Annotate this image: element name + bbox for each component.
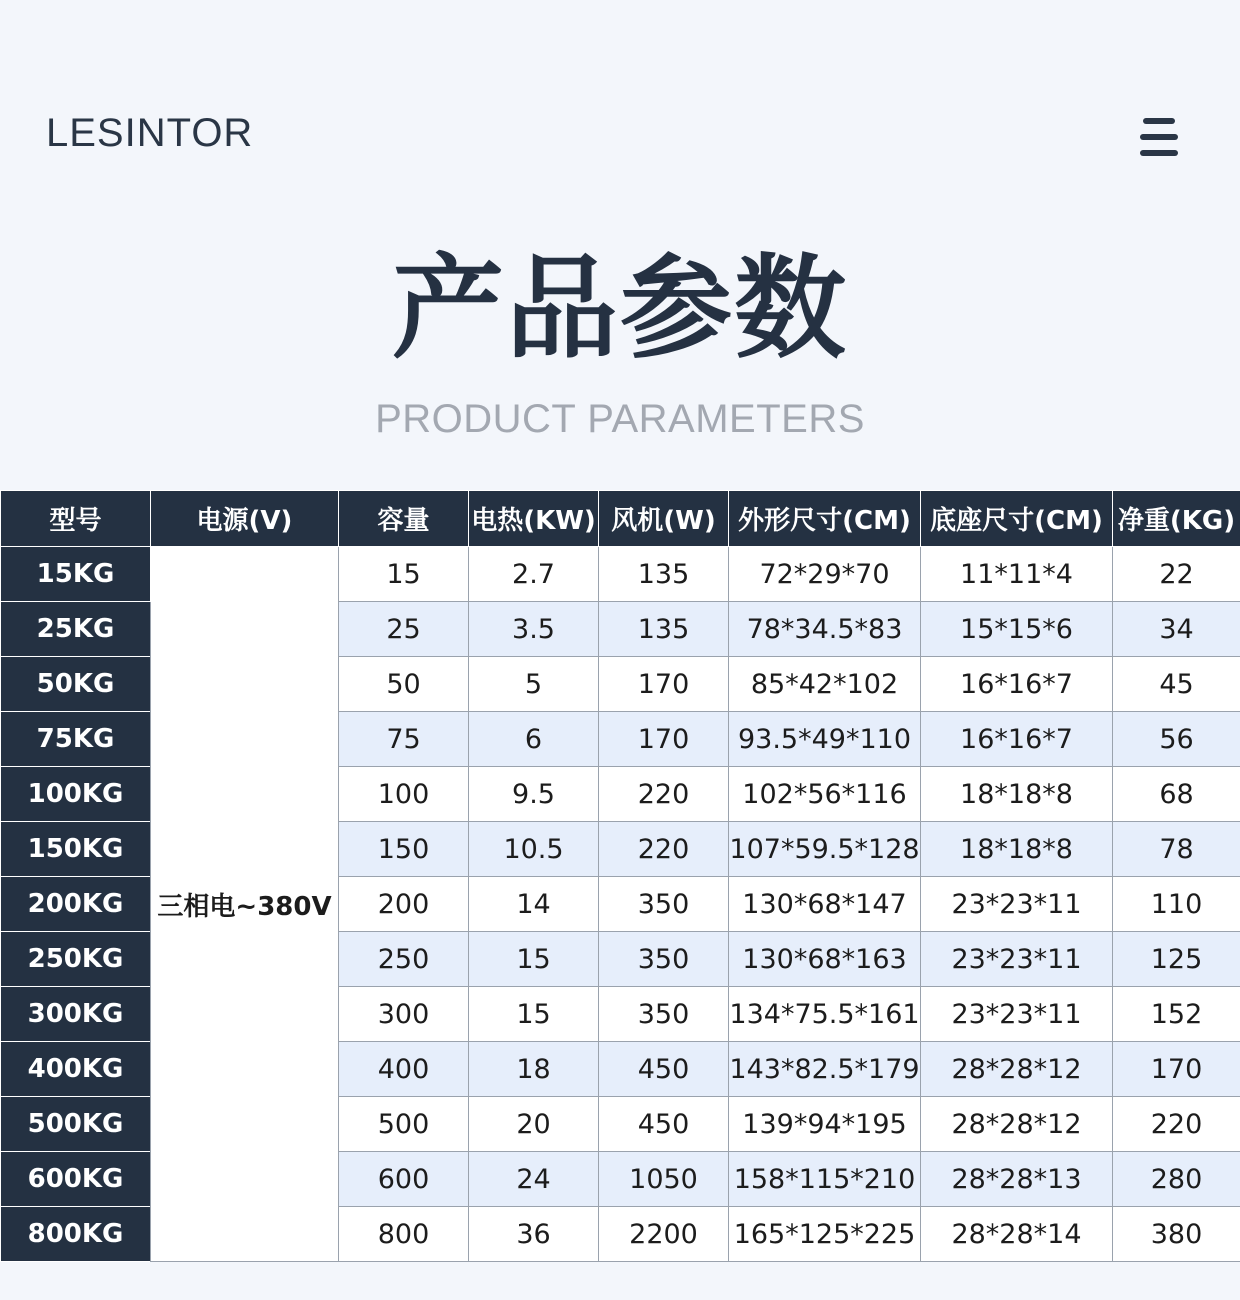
model-cell: 200KG: [1, 877, 151, 932]
size-cell: 130*68*163: [729, 932, 921, 987]
model-cell: 150KG: [1, 822, 151, 877]
column-header-model: 型号: [1, 491, 151, 547]
size-cell: 107*59.5*128: [729, 822, 921, 877]
column-header-weight: 净重(KG): [1113, 491, 1240, 547]
base-cell: 28*28*14: [921, 1207, 1113, 1262]
capacity-cell: 50: [339, 657, 469, 712]
fan-cell: 220: [599, 767, 729, 822]
base-cell: 28*28*12: [921, 1097, 1113, 1152]
fan-cell: 450: [599, 1097, 729, 1152]
size-cell: 72*29*70: [729, 547, 921, 602]
weight-cell: 280: [1113, 1152, 1240, 1207]
capacity-cell: 100: [339, 767, 469, 822]
heat-cell: 6: [469, 712, 599, 767]
size-cell: 158*115*210: [729, 1152, 921, 1207]
weight-cell: 22: [1113, 547, 1240, 602]
capacity-cell: 300: [339, 987, 469, 1042]
fan-cell: 170: [599, 712, 729, 767]
model-cell: 600KG: [1, 1152, 151, 1207]
base-cell: 16*16*7: [921, 712, 1113, 767]
fan-cell: 135: [599, 602, 729, 657]
heat-cell: 36: [469, 1207, 599, 1262]
weight-cell: 45: [1113, 657, 1240, 712]
capacity-cell: 500: [339, 1097, 469, 1152]
model-cell: 400KG: [1, 1042, 151, 1097]
fan-cell: 170: [599, 657, 729, 712]
fan-cell: 350: [599, 932, 729, 987]
model-cell: 75KG: [1, 712, 151, 767]
weight-cell: 34: [1113, 602, 1240, 657]
base-cell: 23*23*11: [921, 932, 1113, 987]
weight-cell: 170: [1113, 1042, 1240, 1097]
heat-cell: 20: [469, 1097, 599, 1152]
capacity-cell: 150: [339, 822, 469, 877]
heat-cell: 9.5: [469, 767, 599, 822]
weight-cell: 78: [1113, 822, 1240, 877]
heat-cell: 14: [469, 877, 599, 932]
heat-cell: 15: [469, 932, 599, 987]
weight-cell: 152: [1113, 987, 1240, 1042]
column-header-size: 外形尺寸(CM): [729, 491, 921, 547]
heat-cell: 2.7: [469, 547, 599, 602]
menu-line: [1140, 150, 1178, 156]
base-cell: 16*16*7: [921, 657, 1113, 712]
size-cell: 165*125*225: [729, 1207, 921, 1262]
size-cell: 93.5*49*110: [729, 712, 921, 767]
capacity-cell: 25: [339, 602, 469, 657]
model-cell: 800KG: [1, 1207, 151, 1262]
base-cell: 28*28*13: [921, 1152, 1113, 1207]
heat-cell: 10.5: [469, 822, 599, 877]
heat-cell: 3.5: [469, 602, 599, 657]
heat-cell: 24: [469, 1152, 599, 1207]
heat-cell: 15: [469, 987, 599, 1042]
table-header-row: [1, 491, 1240, 547]
base-cell: 15*15*6: [921, 602, 1113, 657]
column-header-power: 电源(V): [151, 491, 339, 547]
model-cell: 500KG: [1, 1097, 151, 1152]
size-cell: 78*34.5*83: [729, 602, 921, 657]
size-cell: 134*75.5*161: [729, 987, 921, 1042]
base-cell: 18*18*8: [921, 822, 1113, 877]
fan-cell: 350: [599, 987, 729, 1042]
menu-line: [1140, 134, 1178, 140]
weight-cell: 56: [1113, 712, 1240, 767]
base-cell: 23*23*11: [921, 987, 1113, 1042]
column-header-base: 底座尺寸(CM): [921, 491, 1113, 547]
capacity-cell: 800: [339, 1207, 469, 1262]
table-row: [1, 547, 1240, 602]
weight-cell: 125: [1113, 932, 1240, 987]
model-cell: 300KG: [1, 987, 151, 1042]
capacity-cell: 600: [339, 1152, 469, 1207]
heat-cell: 5: [469, 657, 599, 712]
model-cell: 250KG: [1, 932, 151, 987]
fan-cell: 220: [599, 822, 729, 877]
capacity-cell: 15: [339, 547, 469, 602]
fan-cell: 1050: [599, 1152, 729, 1207]
heat-cell: 18: [469, 1042, 599, 1097]
column-header-capacity: 容量: [339, 491, 469, 547]
power-supply-cell: 三相电~380V: [151, 547, 339, 1262]
table-body: [1, 547, 1240, 1262]
menu-line: [1143, 118, 1175, 124]
base-cell: 23*23*11: [921, 877, 1113, 932]
brand-logo[interactable]: LESINTOR: [46, 111, 254, 155]
size-cell: 139*94*195: [729, 1097, 921, 1152]
base-cell: 28*28*12: [921, 1042, 1113, 1097]
weight-cell: 68: [1113, 767, 1240, 822]
model-cell: 50KG: [1, 657, 151, 712]
capacity-cell: 200: [339, 877, 469, 932]
column-header-fan: 风机(W): [599, 491, 729, 547]
weight-cell: 380: [1113, 1207, 1240, 1262]
page-subtitle: PRODUCT PARAMETERS: [375, 397, 865, 441]
size-cell: 102*56*116: [729, 767, 921, 822]
fan-cell: 450: [599, 1042, 729, 1097]
model-cell: 100KG: [1, 767, 151, 822]
column-header-heat: 电热(KW): [469, 491, 599, 547]
hamburger-menu-icon[interactable]: [1136, 114, 1184, 162]
fan-cell: 350: [599, 877, 729, 932]
model-cell: 25KG: [1, 602, 151, 657]
fan-cell: 135: [599, 547, 729, 602]
fan-cell: 2200: [599, 1207, 729, 1262]
size-cell: 130*68*147: [729, 877, 921, 932]
weight-cell: 220: [1113, 1097, 1240, 1152]
size-cell: 143*82.5*179: [729, 1042, 921, 1097]
size-cell: 85*42*102: [729, 657, 921, 712]
capacity-cell: 75: [339, 712, 469, 767]
base-cell: 11*11*4: [921, 547, 1113, 602]
capacity-cell: 250: [339, 932, 469, 987]
page-title: 产品参数: [392, 244, 848, 374]
base-cell: 18*18*8: [921, 767, 1113, 822]
model-cell: 15KG: [1, 547, 151, 602]
capacity-cell: 400: [339, 1042, 469, 1097]
top-bar: [0, 0, 1240, 200]
weight-cell: 110: [1113, 877, 1240, 932]
parameters-table: [0, 490, 1240, 1262]
